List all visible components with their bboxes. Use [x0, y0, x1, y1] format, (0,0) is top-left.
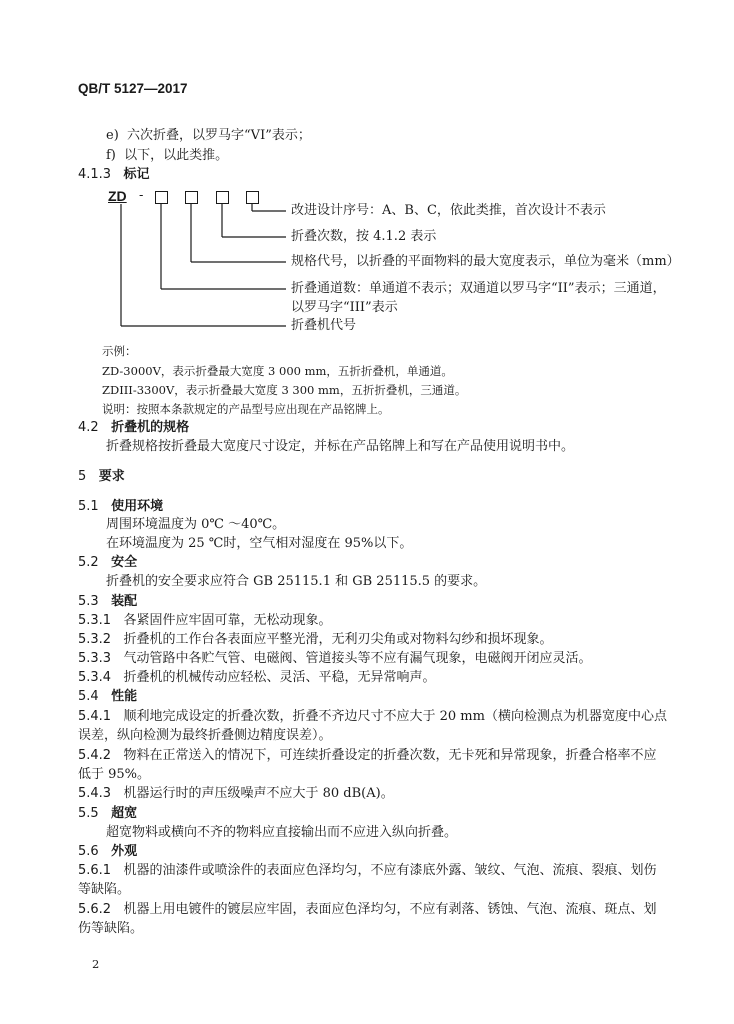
section-title: 要求	[98, 469, 125, 484]
clause-text: 机器的油漆件或喷涂件的表面应色泽均匀，不应有漆底外露、皱纹、气泡、流痕、裂痕、划伤	[123, 863, 657, 878]
example-note: 说明：按照本条款规定的产品型号应出现在产品铭牌上。	[102, 402, 390, 416]
clause-item	[78, 650, 592, 668]
clause-text: 折叠机的工作台各表面应平整光滑，无利刃尖角或对物料勾纱和损坏现象。	[123, 632, 553, 647]
section-title: 外观	[111, 844, 138, 859]
clause-number: 5.6.1	[78, 863, 112, 878]
section-body: 超宽物料或横向不齐的物料应直接输出而不应进入纵向折叠。	[106, 825, 458, 840]
document-standard-code: QB/T 5127—2017	[78, 81, 188, 96]
section-heading-5-1	[78, 498, 163, 516]
clause-item	[78, 862, 657, 880]
clause-number: 5.3.2	[78, 632, 112, 647]
clause-item	[78, 708, 667, 726]
clause-text: 各紧固件应牢固可靠，无松动现象。	[123, 613, 332, 628]
clause-item	[78, 785, 394, 803]
section-number: 5.4	[78, 689, 99, 704]
example-line: ZD-3000V，表示折叠最大宽度 3 000 mm，五折折叠机，单通道。	[102, 364, 453, 378]
section-body: 折叠机的安全要求应符合 GB 25115.1 和 GB 25115.5 的要求。	[106, 574, 487, 589]
section-title: 使用环境	[111, 499, 164, 514]
list-item-label: f)	[106, 148, 116, 163]
clause-item	[78, 631, 553, 649]
clause-text: 顺利地完成设定的折叠次数，折叠不齐边尺寸不应大于 20 mm（横向检测点为机器宽度中心点	[123, 709, 667, 724]
clause-number: 5.4.1	[78, 709, 112, 724]
marking-label-revision: 改进设计序号：A、B、C，依此类推，首次设计不表示	[291, 203, 606, 218]
section-title: 装配	[111, 594, 138, 609]
code-prefix: ZD	[108, 188, 127, 204]
clause-text-cont: 等缺陷。	[78, 882, 131, 897]
clause-text: 物料在正常送入的情况下，可连续折叠设定的折叠次数，无卡死和异常现象，折叠合格率不应	[123, 748, 657, 763]
section-body: 折叠规格按折叠最大宽度尺寸设定，并标在产品铭牌上和写在产品使用说明书中。	[106, 439, 575, 454]
section-heading-4-2	[78, 419, 189, 437]
section-title: 安全	[111, 555, 138, 570]
section-title: 超宽	[111, 806, 138, 821]
clause-number: 5.4.3	[78, 786, 112, 801]
marking-label-machine-code: 折叠机代号	[291, 318, 357, 333]
clause-number: 5.3.1	[78, 613, 112, 628]
list-item-text: 以下，以此类推。	[124, 148, 229, 163]
section-heading-5-5	[78, 805, 137, 823]
marking-label-fold-count: 折叠次数，按 4.1.2 表示	[291, 229, 437, 244]
clause-text: 折叠机的机械传动应轻松、灵活、平稳，无异常响声。	[123, 670, 436, 685]
clause-text-cont: 误差，纵向检测为最终折叠侧边精度误差）。	[78, 728, 332, 743]
clause-item	[78, 669, 436, 687]
clause-text: 气动管路中各贮气管、电磁阀、管道接头等不应有漏气现象，电磁阀开闭应灵活。	[123, 651, 592, 666]
clause-item	[78, 747, 657, 765]
section-number: 5.1	[78, 499, 99, 514]
section-heading-5-6	[78, 843, 137, 861]
clause-number: 5.6.2	[78, 902, 112, 917]
clause-text-cont: 低于 95%。	[78, 767, 151, 782]
section-heading-5-2	[78, 554, 137, 572]
section-heading-5-3	[78, 593, 137, 611]
list-item-label: e)	[106, 128, 119, 143]
marking-label-channels-cont: 以罗马字“III”表示	[291, 300, 398, 315]
page-number: 2	[92, 957, 100, 971]
clause-item	[78, 612, 332, 630]
section-number: 5.3	[78, 594, 99, 609]
clause-number: 5.3.4	[78, 670, 112, 685]
code-dash: -	[139, 188, 144, 203]
clause-number: 5.3.3	[78, 651, 112, 666]
clause-text: 机器运行时的声压级噪声不应大于 80 dB(A)。	[123, 786, 394, 801]
clause-number: 5.4.2	[78, 748, 112, 763]
section-number: 4.1.3	[78, 167, 112, 182]
section-title: 标记	[123, 167, 150, 182]
section-number: 5.6	[78, 844, 99, 859]
list-item-text: 六次折叠，以罗马字“VI”表示；	[127, 128, 311, 143]
section-body: 在环境温度为 25 ℃时，空气相对湿度在 95%以下。	[106, 536, 413, 551]
clause-text: 机器上用电镀件的镀层应牢固，表面应色泽均匀，不应有剥落、锈蚀、气泡、流痕、斑点、划	[123, 902, 657, 917]
clause-item	[78, 901, 657, 919]
marking-label-spec-code: 规格代号，以折叠的平面物料的最大宽度表示，单位为毫米（mm）	[291, 254, 680, 269]
chapter-heading-5	[78, 468, 125, 486]
example-line: ZDIII-3300V，表示折叠最大宽度 3 300 mm，五折折叠机，三通道。	[102, 383, 467, 397]
clause-text-cont: 伤等缺陷。	[78, 921, 144, 936]
section-number: 5.5	[78, 806, 99, 821]
section-number: 5.2	[78, 555, 99, 570]
section-number: 4.2	[78, 420, 99, 435]
section-title: 性能	[111, 689, 138, 704]
section-title: 折叠机的规格	[111, 420, 190, 435]
example-title: 示例：	[102, 344, 137, 358]
section-heading-5-4	[78, 688, 137, 706]
marking-label-channels: 折叠通道数：单通道不表示；双通道以罗马字“II”表示；三通道，	[291, 281, 666, 296]
section-number: 5	[78, 469, 87, 484]
section-body: 周围环境温度为 0℃ ～40℃。	[106, 517, 286, 532]
